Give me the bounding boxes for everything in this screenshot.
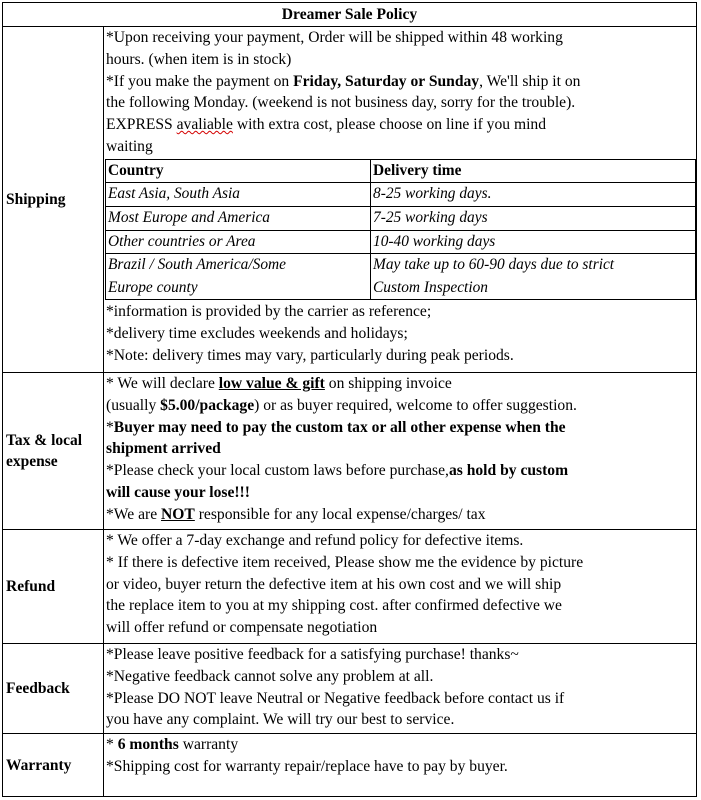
delivery-time-table [105, 159, 696, 301]
warranty-content [104, 734, 697, 797]
low-value-gift: low value & gift [218, 375, 325, 392]
feedback-line: *Please leave positive feedback for a satisfying purchase! thanks~ [106, 646, 519, 663]
table-row [106, 206, 696, 230]
feedback-line: *Negative feedback cannot solve any problem at all. [106, 667, 434, 685]
tax-line: (usually $5.00/package) or as buyer required, welcome to offer suggestion. [106, 396, 577, 414]
shipping-line: hours. (when item is in stock) [106, 50, 292, 68]
delivery-time-cell: 7-25 working days [371, 206, 696, 230]
shipping-line: EXPRESS avaliable with extra cost, please choose on line if you mind [106, 116, 547, 134]
tax-line: *Please check your local custom laws before purchase,as hold by custom [106, 462, 569, 480]
warranty-duration: 6 months [117, 736, 179, 753]
delivery-time-cell: 8-25 working days. [371, 183, 696, 207]
shipping-note: *delivery time excludes weekends and holidays; [106, 325, 408, 343]
shipping-line: the following Monday. (weekend is not business day, sorry for the trouble). [106, 94, 576, 112]
refund-line: or video, buyer return the defective item at his own cost and we will ship [106, 575, 562, 593]
weekend-days: Friday, Saturday or Sunday [293, 72, 480, 90]
tax-line: *We are NOT responsible for any local expense/charges/ tax [106, 505, 486, 523]
shipping-line: waiting [106, 137, 153, 155]
feedback-line: *Please DO NOT leave Neutral or Negative feedback before contact us if [106, 689, 565, 707]
table-row [106, 183, 696, 207]
shipping-note: *Note: delivery times may vary, particularly during peak periods. [106, 346, 514, 364]
table-row [106, 254, 696, 300]
spellcheck-word: avaliable [176, 116, 233, 134]
warranty-label: Warranty [3, 734, 104, 797]
feedback-content [104, 644, 697, 734]
country-cell: East Asia, South Asia [106, 183, 371, 207]
refund-line: the replace item to you at my shipping cost. after confirmed defective we [106, 597, 562, 615]
warranty-line: * 6 months warranty [106, 736, 239, 753]
shipping-label: Shipping [3, 27, 104, 373]
country-cell: Most Europe and America [106, 206, 371, 230]
policy-title: Dreamer Sale Policy [3, 3, 697, 27]
shipping-notes [106, 301, 696, 366]
declared-value: $5.00/package [160, 396, 255, 414]
tax-content [104, 373, 697, 530]
tax-label: Tax & local expense [3, 373, 104, 530]
tax-line: shipment arrived [106, 440, 221, 458]
feedback-label: Feedback [3, 644, 104, 734]
warranty-line: *Shipping cost for warranty repair/replace have to pay by buyer. [106, 757, 508, 775]
delivery-time-cell: 10-40 working days [371, 230, 696, 254]
refund-label: Refund [3, 530, 104, 644]
feedback-line: you have any complaint. We will try our best to service. [106, 711, 455, 729]
refund-content [104, 530, 697, 644]
shipping-note: *information is provided by the carrier as reference; [106, 303, 432, 321]
refund-line: will offer refund or compensate negotiation [106, 619, 378, 637]
refund-line: * We offer a 7-day exchange and refund policy for defective items. [106, 532, 524, 549]
refund-line: * If there is defective item received, Please show me the evidence by picture [106, 553, 584, 571]
delivery-time-header: Delivery time [371, 159, 696, 183]
shipping-line: *If you make the payment on Friday, Saturday or Sunday, We'll ship it on [106, 72, 581, 90]
tax-line: * We will declare low value & gift on shipping invoice [106, 375, 452, 392]
sale-policy-table [2, 2, 697, 797]
country-header: Country [106, 159, 371, 183]
shipping-line: *Upon receiving your payment, Order will be shipped within 48 working [106, 29, 563, 46]
tax-line: will cause your lose!!! [106, 483, 250, 501]
table-row [106, 230, 696, 254]
country-cell: Brazil / South America/Some Europe county [106, 254, 371, 300]
not-emphasis: NOT [161, 505, 195, 523]
delivery-time-cell: May take up to 60-90 days due to strict Custom Inspection [371, 254, 696, 300]
country-cell: Other countries or Area [106, 230, 371, 254]
tax-line: *Buyer may need to pay the custom tax or all other expense when the [106, 418, 566, 436]
shipping-content [104, 27, 697, 373]
